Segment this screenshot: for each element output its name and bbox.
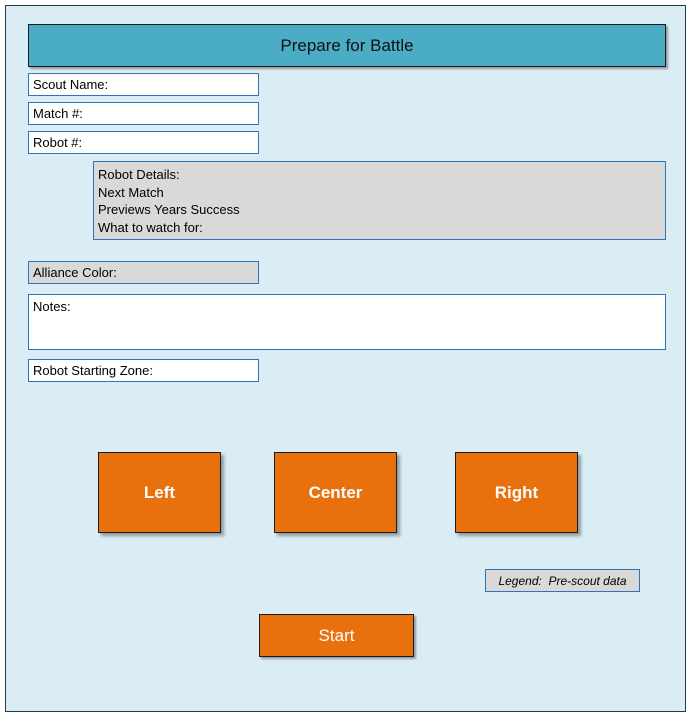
legend-text: Legend: Pre-scout data xyxy=(498,573,627,588)
robot-details-panel xyxy=(93,161,666,240)
scout-name-label: Scout Name: xyxy=(33,77,109,92)
alliance-color-field xyxy=(28,261,259,284)
notes-label: Notes: xyxy=(33,299,71,314)
start-button-label: Start xyxy=(318,625,355,645)
robot-starting-zone-label: Robot Starting Zone: xyxy=(33,363,153,378)
robot-details-heading: Robot Details: xyxy=(98,167,180,182)
page-title xyxy=(28,24,666,67)
start-button[interactable] xyxy=(259,614,414,657)
robot-number-label: Robot #: xyxy=(33,135,83,150)
alliance-color-label: Alliance Color: xyxy=(33,265,117,280)
zone-center-label: Center xyxy=(308,482,363,502)
robot-starting-zone-field[interactable] xyxy=(28,359,259,382)
legend-box xyxy=(485,569,640,592)
zone-left-button[interactable] xyxy=(98,452,221,533)
scouting-page xyxy=(5,5,686,712)
zone-left-label: Left xyxy=(143,482,176,502)
notes-field[interactable] xyxy=(28,294,666,350)
next-match-line: Next Match xyxy=(98,184,164,200)
zone-right-label: Right xyxy=(494,482,539,502)
match-number-field[interactable] xyxy=(28,102,259,125)
previous-years-success-line: Previews Years Success xyxy=(98,202,240,217)
robot-number-field[interactable] xyxy=(28,131,259,154)
zone-center-button[interactable] xyxy=(274,452,397,533)
match-number-label: Match #: xyxy=(33,106,83,121)
zone-right-button[interactable] xyxy=(455,452,578,533)
scout-name-field[interactable] xyxy=(28,73,259,96)
page-title-text: Prepare for Battle xyxy=(280,35,414,55)
what-to-watch-line: What to watch for: xyxy=(98,219,203,235)
